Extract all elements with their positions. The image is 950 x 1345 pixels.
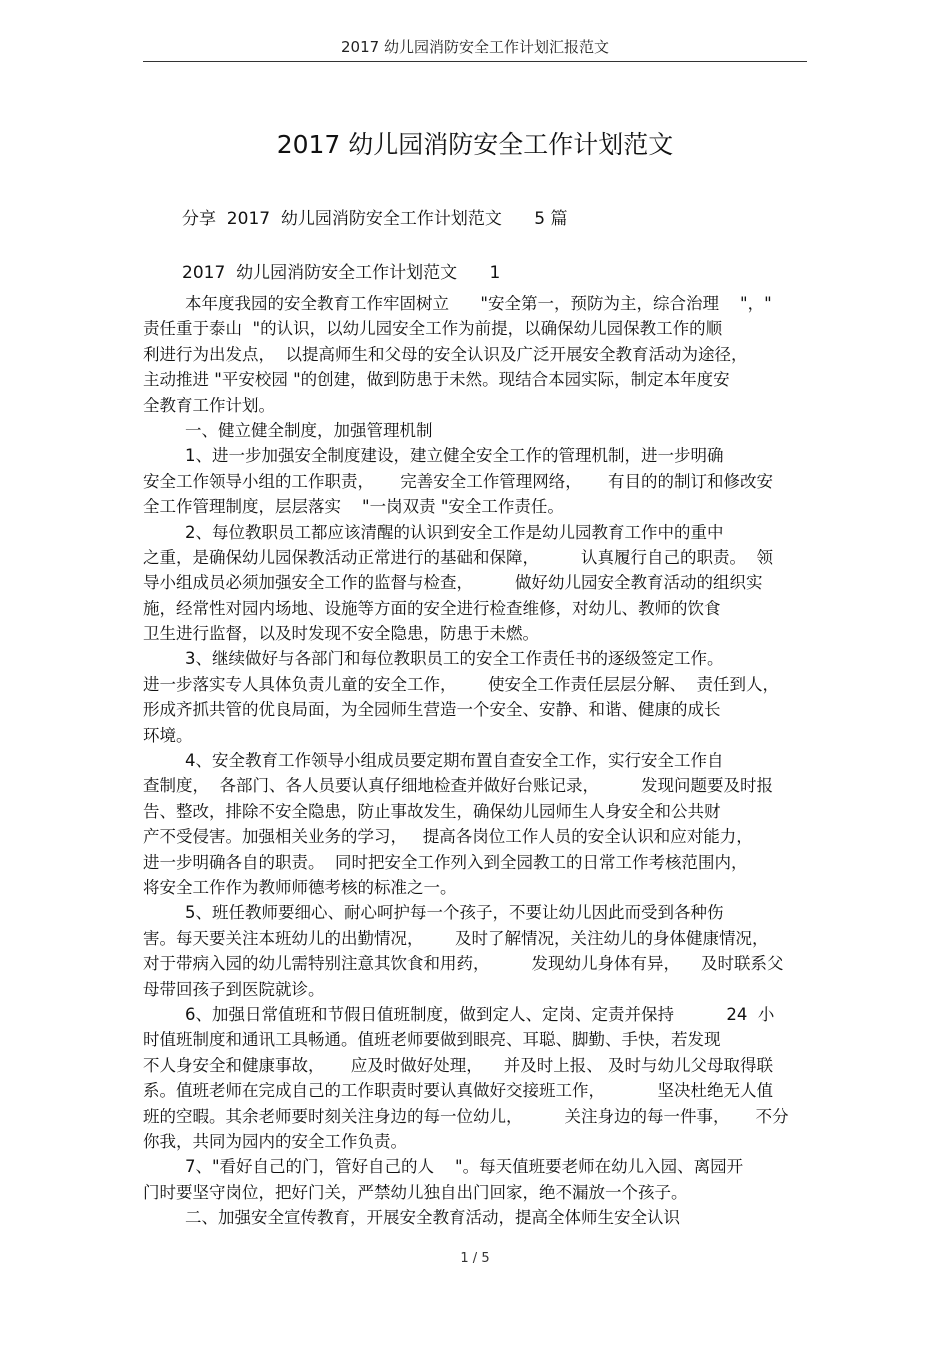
body-text-line: 3、继续做好与各部门和每位教职员工的安全工作责任书的逐级签定工作。 <box>143 649 724 669</box>
document-body <box>143 291 807 1230</box>
body-text-line: 班的空暇。其余老师要时刻关注身边的每一位幼儿， 关注身边的每一件事， 不分 <box>143 1106 789 1126</box>
body-text-line: 产不受侵害。加强相关业务的学习， 提高各岗位工作人员的安全认识和应对能力， <box>143 827 753 847</box>
body-text-line: 母带回孩子到医院就诊。 <box>143 979 325 999</box>
body-text-line: 告、整改，排除不安全隐患，防止事故发生，确保幼儿园师生人身安全和公共财 <box>143 801 721 821</box>
body-text-line: 将安全工作作为教师师德考核的标准之一。 <box>143 877 457 897</box>
body-text-line: 进一步明确各自的职责。 同时把安全工作列入到全园教工的日常工作考核范围内， <box>143 852 748 872</box>
body-text-line: 全教育工作计划。 <box>143 395 275 415</box>
header-divider <box>143 61 807 62</box>
body-text-line: 二、加强安全宣传教育，开展安全教育活动，提高全体师生安全认识 <box>143 1208 680 1228</box>
body-text-line: 之重，是确保幼儿园保教活动正常进行的基础和保障， 认真履行自己的职责。 领 <box>143 547 773 567</box>
section-heading: 2017 幼儿园消防安全工作计划范文 1 <box>182 263 501 283</box>
body-text-line: 卫生进行监督，以及时发现不安全隐患，防患于未燃。 <box>143 624 539 644</box>
body-text-line: 2、每位教职员工都应该清醒的认识到安全工作是幼儿园教育工作中的重中 <box>143 522 724 542</box>
body-text-line: 1、进一步加强安全制度建设，建立健全安全工作的管理机制，进一步明确 <box>143 446 724 466</box>
body-text-line: 5、班任教师要细心、耐心呵护每一个孩子，不要让幼儿因此而受到各种伤 <box>143 903 724 923</box>
body-text-line: 一、健立健全制度，加强管理机制 <box>143 420 433 440</box>
body-text-line: 系。值班老师在完成自己的工作职责时要认真做好交接班工作， 坚决杜绝无人值 <box>143 1081 773 1101</box>
body-text-line: 进一步落实专人具体负责儿童的安全工作， 使安全工作责任层层分解、 责任到人， <box>143 674 779 694</box>
body-text-line: 施，经常性对园内场地、设施等方面的安全进行检查维修，对幼儿、教师的饮食 <box>143 598 721 618</box>
body-text-line: 查制度， 各部门、各人员要认真仔细地检查并做好台账记录， 发现问题要及时报 <box>143 776 773 796</box>
page-number: 1 / 5 <box>460 1251 490 1266</box>
body-text-line: 害。每天要关注本班幼儿的出勤情况， 及时了解情况，关注幼儿的身体健康情况， <box>143 928 769 948</box>
body-text-line: 不人身安全和健康事故， 应及时做好处理， 并及时上报、 及时与幼儿父母取得联 <box>143 1055 773 1075</box>
body-text-line: 利进行为出发点， 以提高师生和父母的安全认识及广泛开展安全教育活动为途径， <box>143 344 748 364</box>
body-text-line: 导小组成员必须加强安全工作的监督与检查， 做好幼儿园安全教育活动的组织实 <box>143 573 763 593</box>
body-text-line: 主动推进 "平安校园 "的创建，做到防患于未然。现结合本园实际，制定本年度安 <box>143 370 730 390</box>
body-text-line: 本年度我园的安全教育工作牢固树立 "安全第一，预防为主，综合治理 "，" <box>143 294 772 313</box>
body-text-line: 形成齐抓共管的优良局面，为全园师生营造一个安全、安静、和谐、健康的成长 <box>143 700 721 720</box>
body-text-line: 环境。 <box>143 725 193 745</box>
body-text-line: 门时要坚守岗位，把好门关，严禁幼儿独自出门回家，绝不漏放一个孩子。 <box>143 1182 688 1202</box>
body-text-line: 时值班制度和通讯工具畅通。值班老师要做到眼亮、耳聪、脚勤、手快，若发现 <box>143 1030 721 1050</box>
document-subtitle: 分享 2017 幼儿园消防安全工作计划范文 5 篇 <box>182 209 568 229</box>
body-text-line: 对于带病入园的幼儿需特别注意其饮食和用药， 发现幼儿身体有异， 及时联系父 <box>143 954 784 974</box>
body-text-line: 安全工作领导小组的工作职责， 完善安全工作管理网络， 有目的的制订和修改安 <box>143 471 773 491</box>
body-text-line: 4、安全教育工作领导小组成员要定期布置自查安全工作，实行安全工作自 <box>143 751 724 771</box>
body-text-line: 6、加强日常值班和节假日值班制度，做到定人、定岗、定责并保持 24 小 <box>143 1004 775 1024</box>
body-text-line: 7、"看好自己的门，管好自己的人 "。每天值班要老师在幼儿入园、离园开 <box>143 1157 744 1177</box>
body-text-line: 你我，共同为园内的安全工作负责。 <box>143 1131 407 1151</box>
body-text-line: 责任重于泰山 "的认识，以幼儿园安全工作为前提，以确保幼儿园保教工作的顺 <box>143 319 723 339</box>
running-header: 2017 幼儿园消防安全工作计划汇报范文 <box>341 38 609 56</box>
document-title: 2017 幼儿园消防安全工作计划范文 <box>276 130 674 159</box>
body-text-line: 全工作管理制度，层层落实 "一岗双责 "安全工作责任。 <box>143 497 564 517</box>
